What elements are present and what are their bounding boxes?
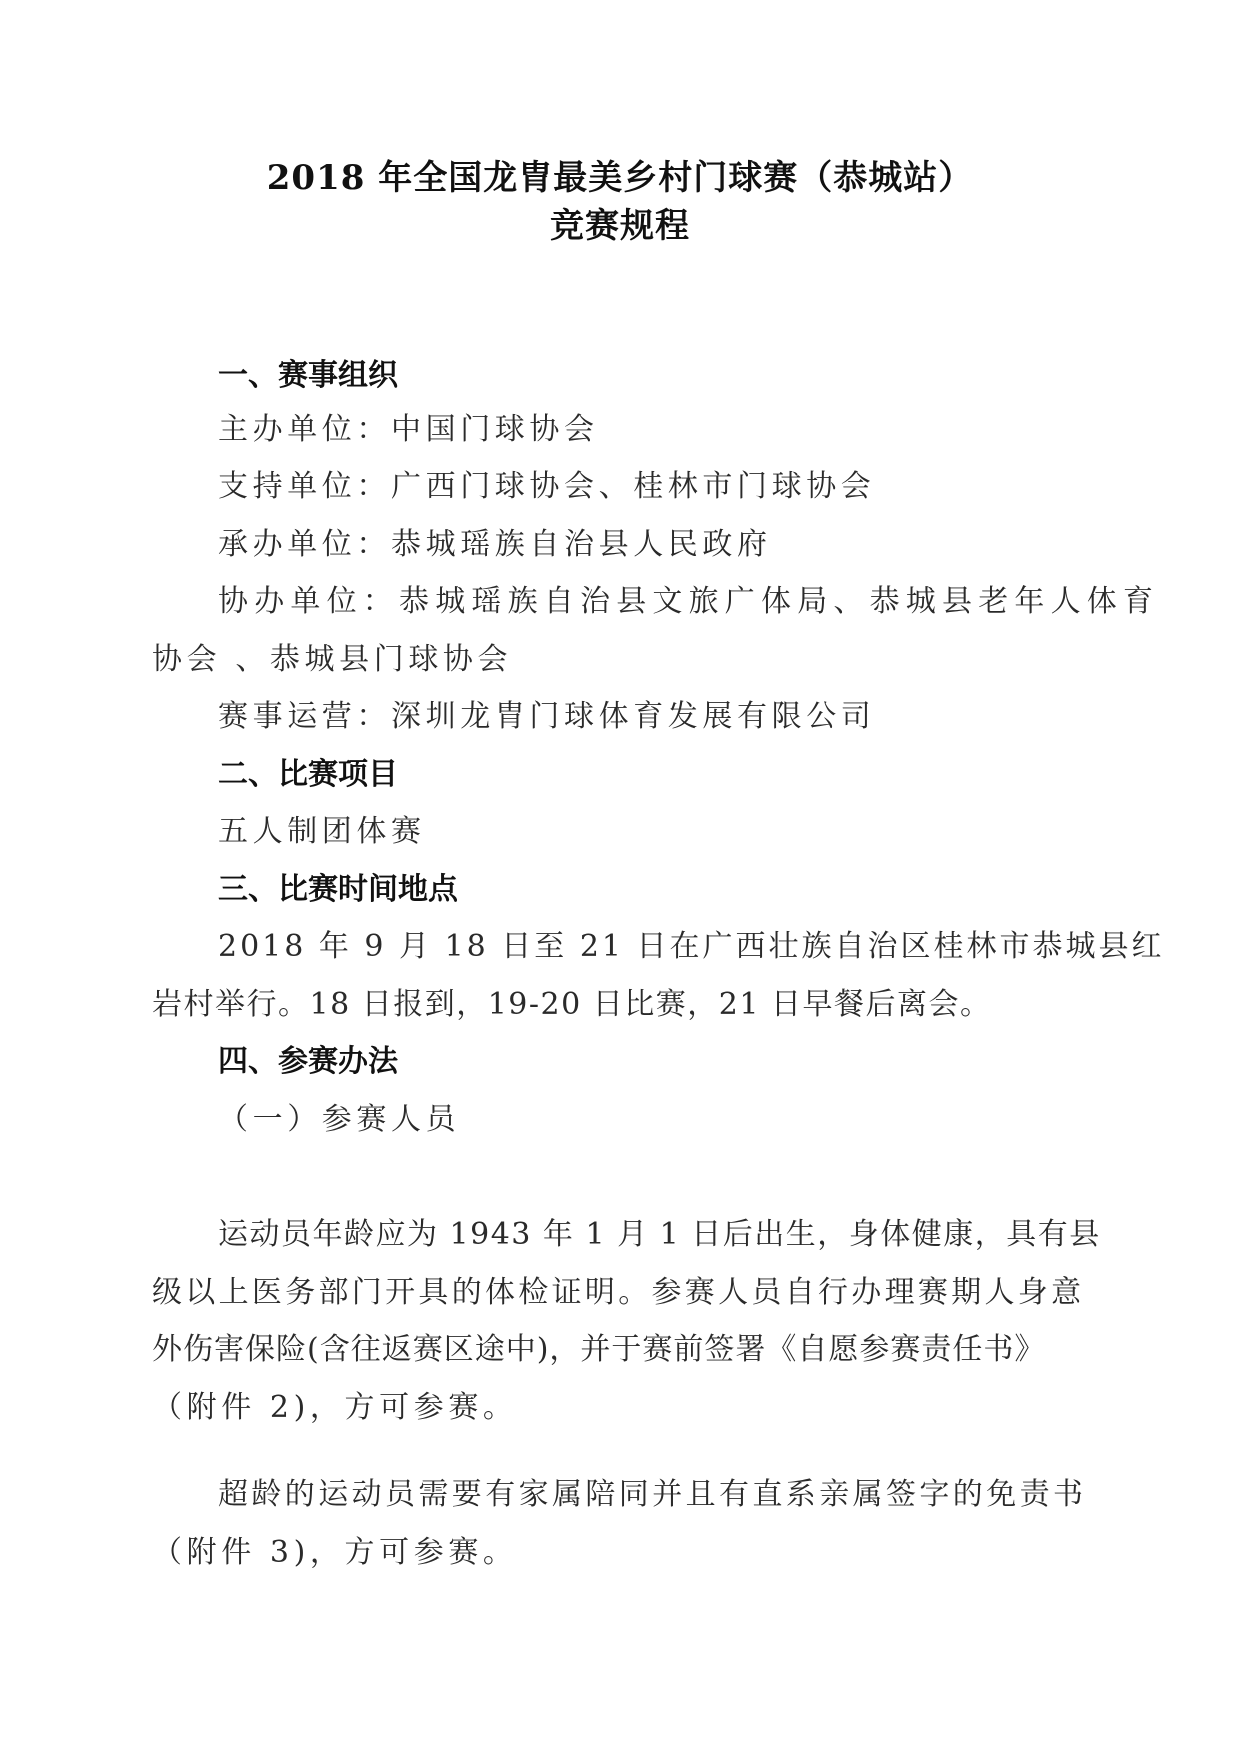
section-heading-participation: 四、参赛办法 xyxy=(218,1044,398,1079)
section-heading-events: 二、比赛项目 xyxy=(218,757,398,792)
section-heading-organization: 一、赛事组织 xyxy=(218,358,398,393)
support-unit-line: 支持单位：广西门球协会、桂林市门球协会 xyxy=(218,469,876,504)
paragraph-1-line-3: 外伤害保险(含往返赛区途中)，并于赛前签署《自愿参赛责任书》 xyxy=(152,1332,1046,1367)
time-place-line-2: 岩村举行。18 日报到，19-20 日比赛，21 日早餐后离会。 xyxy=(152,987,992,1022)
host-unit-line: 主办单位：中国门球协会 xyxy=(218,412,599,447)
operator-line: 赛事运营：深圳龙胄门球体育发展有限公司 xyxy=(218,699,876,734)
time-place-line-1: 2018 年 9 月 18 日至 21 日在广西壮族自治区桂林市恭城县红 xyxy=(218,929,1165,964)
paragraph-1-line-1: 运动员年龄应为 1943 年 1 月 1 日后出生，身体健康，具有县 xyxy=(218,1217,1101,1252)
paragraph-1-line-2: 级以上医务部门开具的体检证明。参赛人员自行办理赛期人身意 xyxy=(152,1275,1085,1310)
document-subtitle: 竞赛规程 xyxy=(550,206,690,246)
co-organizer-line-1: 协办单位：恭城瑶族自治县文旅广体局、恭城县老年人体育 xyxy=(218,584,1160,619)
document-title: 2018 年全国龙胄最美乡村门球赛（恭城站） xyxy=(266,158,974,198)
organizer-unit-line: 承办单位：恭城瑶族自治县人民政府 xyxy=(218,527,772,562)
paragraph-2-line-2: （附件 3)，方可参赛。 xyxy=(152,1535,518,1570)
subsection-participants: （一）参赛人员 xyxy=(218,1102,461,1137)
section-heading-time-place: 三、比赛时间地点 xyxy=(218,872,458,907)
paragraph-1-line-4: （附件 2)，方可参赛。 xyxy=(152,1390,518,1425)
co-organizer-line-2: 协会 、恭城县门球协会 xyxy=(152,642,513,677)
event-line: 五人制团体赛 xyxy=(218,814,426,849)
paragraph-2-line-1: 超龄的运动员需要有家属陪同并且有直系亲属签字的免责书 xyxy=(218,1477,1087,1512)
